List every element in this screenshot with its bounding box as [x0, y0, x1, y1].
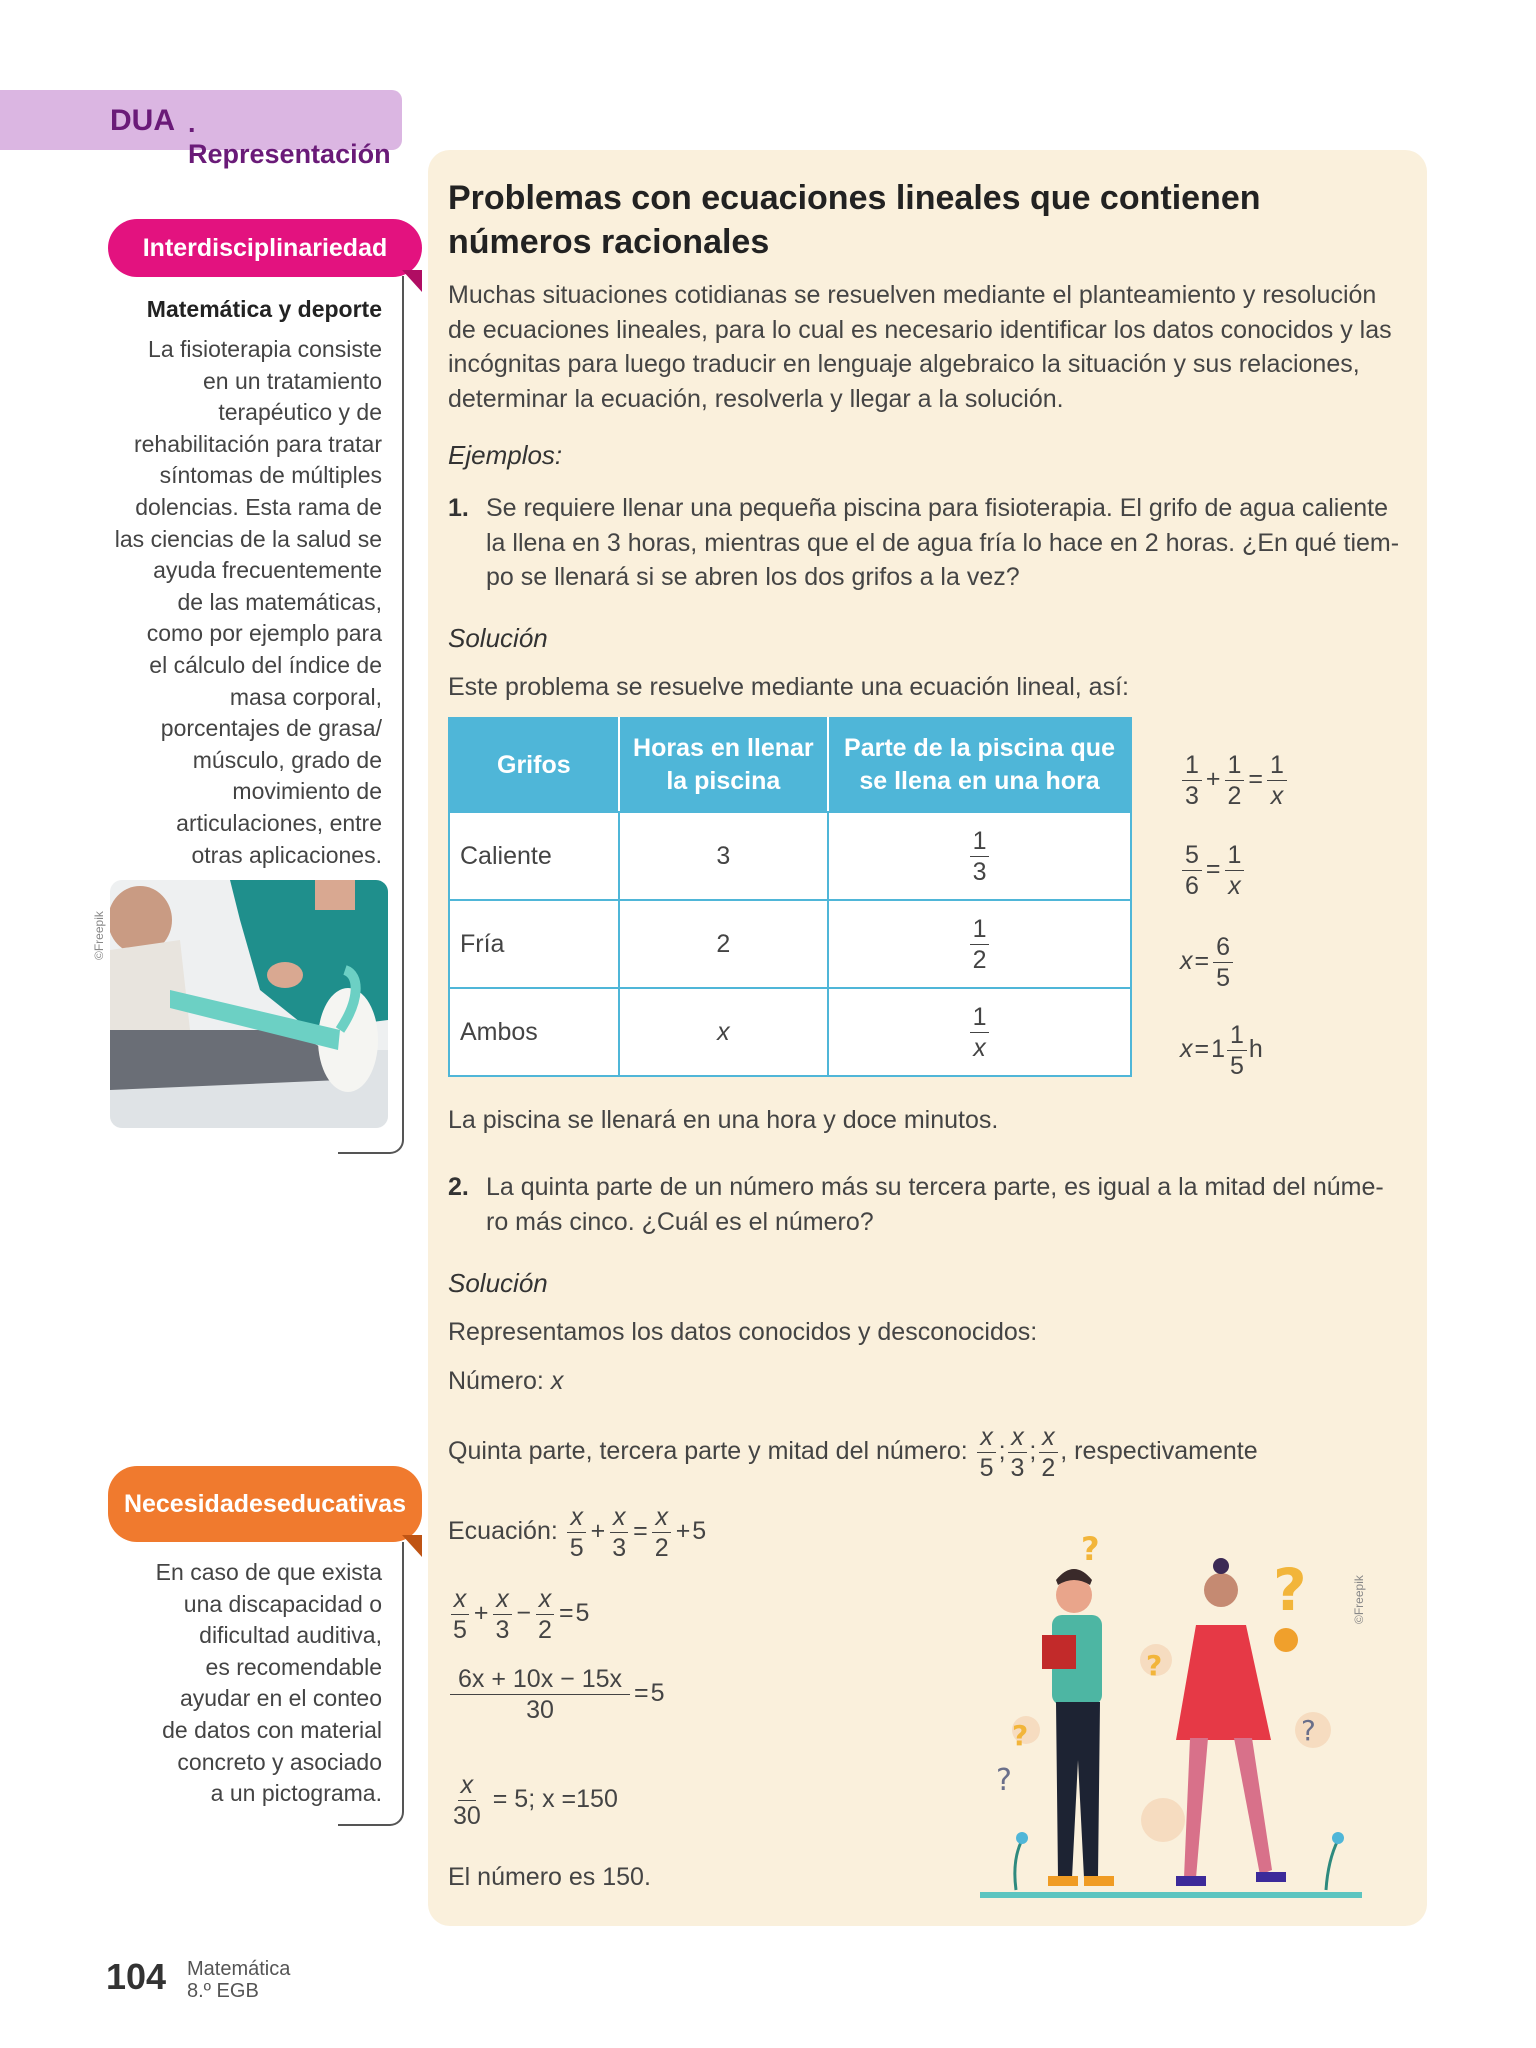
parts-line: Quinta parte, tercera parte y mitad del número: $\frac{x}{5}$ ; $\frac{x}{3}$ ; $\frac{x}{2}$ , respectivamente	[448, 1423, 1258, 1482]
equation-result: $\frac{x}{30}$ = 5; x =150	[453, 1771, 618, 1830]
problem-1: 1. Se requiere llenar una pequeña piscina para fisioterapia. El grifo de agua caliente la llena en 3 horas, mientras que el de agua fría lo hace en 2 horas. ¿En qué tiem- po se llenará si se abren los dos grifos a la vez?	[448, 491, 1408, 595]
equation-step-1: $\frac{x}{5}$ + $\frac{x}{3}$ − $\frac{x}{2}$ =5	[448, 1584, 589, 1645]
page-number: 104	[106, 1956, 167, 1997]
intro-paragraph: Muchas situaciones cotidianas se resuelven mediante el planteamiento y resolución de ecuaciones lineales, para lo cual es necesario identificar los datos conocidos y las incógnitas para luego traducir en lenguaje algebraico la situación y sus relaciones, determinar la ecuación, resolverla y llegar a la solución.	[448, 281, 1392, 413]
tag-fold	[402, 270, 422, 292]
data-table	[448, 717, 1132, 1077]
necesidades-educativas-tag: Necesidades educativas	[108, 1466, 422, 1542]
table-row: Fría 2 $\frac{1}{2}$	[449, 900, 1131, 988]
thinking-people-illustration	[976, 1530, 1376, 1912]
svg-text:?: ?	[1273, 1556, 1307, 1624]
table-row: Caliente 3 $\frac{1}{3}$	[449, 812, 1131, 900]
problem-number: 2.	[448, 1173, 469, 1201]
table-header: Horas en llenar la piscina	[619, 718, 828, 812]
page-subject: Matemática 8.º EGB	[187, 1958, 291, 2002]
equation-simplified: $\frac{5}{6}$ = $\frac{1}{x}$	[1180, 840, 1246, 901]
table-header: Grifos	[449, 718, 619, 812]
interdisciplinariedad-tag: Interdisciplinariedad	[108, 219, 422, 277]
dua-banner	[0, 90, 402, 169]
table-header: Parte de la piscina que se llena en una hora	[828, 718, 1131, 812]
svg-text:?: ?	[1012, 1719, 1029, 1752]
svg-text:?: ?	[1146, 1649, 1163, 1682]
equation-x-value: x= $\frac{6}{5}$	[1180, 932, 1235, 993]
equation-sum: $\frac{1}{3}$ + $\frac{1}{2}$ = $\frac{1}{x}$	[1180, 750, 1289, 811]
problem-2: 2. La quinta parte de un número más su tercera parte, es igual a la mitad del núme- ro más cinco. ¿Cuál es el número?	[448, 1170, 1408, 1239]
svg-text:?: ?	[1081, 1530, 1100, 1568]
final-answer: El número es 150.	[448, 1863, 651, 1891]
numero-line: Número: x	[448, 1367, 564, 1395]
sidebar-subtitle: Matemática y deporte	[146, 296, 382, 322]
physiotherapy-photo	[110, 880, 388, 1128]
equation-step-2: $\frac{6x + 10x - 15x}{30}$ =5	[448, 1664, 665, 1725]
table-row: Ambos x $\frac{1}{x}$	[449, 988, 1131, 1076]
photo-credit: ©Freepik	[92, 911, 106, 960]
dua-label: DUA	[110, 104, 175, 137]
solution-intro: Este problema se resuelve mediante una ecuación lineal, así:	[448, 673, 1129, 701]
problem-number: 1.	[448, 494, 469, 522]
svg-text:?: ?	[1301, 1714, 1316, 1747]
solution-conclusion: La piscina se llenará en una hora y doce minutos.	[448, 1106, 999, 1134]
sidebar2-text: En caso de que exista una discapacidad o dificultad auditiva, es recomendable ayudar en el conteo de datos con material concreto y asociado a un pictograma.	[155, 1559, 382, 1807]
solution-label-2: Solución	[448, 1268, 548, 1298]
tag-fold	[402, 1535, 422, 1557]
examples-label: Ejemplos:	[448, 440, 563, 470]
sidebar-text: La fisioterapia consiste en un tratamiento terapéutico y de rehabilitación para tratar síntomas de múltiples dolencias. Esta rama de las ciencias de la salud se ayuda frecuentemente de las matemáticas, como por ejemplo para el cálculo del índice de masa corporal, porcentajes de grasa/ músculo, grado de movimiento de articulaciones, entre otras aplicaciones.	[114, 336, 382, 868]
solution-label: Solución	[448, 623, 548, 653]
solution2-intro: Representamos los datos conocidos y desconocidos:	[448, 1318, 1038, 1346]
equation-line: Ecuación: $\frac{x}{5}$ + $\frac{x}{3}$ = $\frac{x}{2}$ +5	[448, 1503, 707, 1562]
illustration-credit: ©Freepik	[1352, 1575, 1366, 1624]
dua-representacion: . Representación	[188, 108, 391, 169]
page-title: Problemas con ecuaciones lineales que contienen números racionales	[448, 179, 1261, 261]
svg-text:?: ?	[996, 1763, 1012, 1798]
equation-mixed: x=1 $\frac{1}{5}$ h	[1180, 1021, 1263, 1080]
